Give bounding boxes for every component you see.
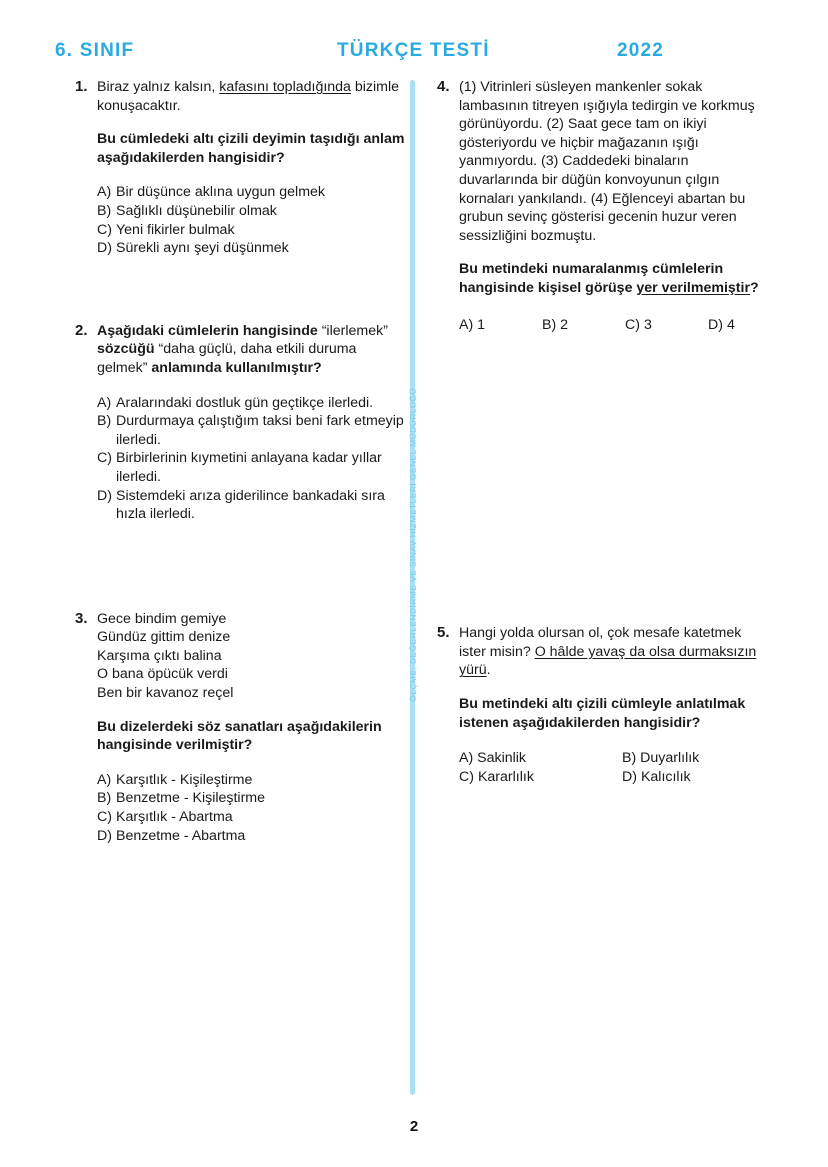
question-4-stem-post: ? xyxy=(749,279,759,296)
poem-line: Karşıma çıktı balina xyxy=(97,647,222,664)
option-label: Durdurmaya çalıştığım taksi beni fark etmeyip ilerledi. xyxy=(116,413,404,448)
question-3 xyxy=(75,610,409,846)
question-3-number: 3. xyxy=(75,609,88,627)
option-label: Sakinlik xyxy=(477,750,527,767)
question-1-option-b[interactable] xyxy=(97,202,409,221)
question-4-number: 4. xyxy=(437,78,450,95)
question-1-option-a[interactable] xyxy=(97,183,409,202)
question-3-option-d[interactable] xyxy=(97,827,409,846)
page-number: 2 xyxy=(409,1118,419,1135)
left-column xyxy=(75,78,409,845)
option-letter: B) xyxy=(622,750,637,767)
question-4-option-c[interactable] xyxy=(625,316,708,335)
option-label: Aralarındaki dostluk gün geçtikçe ilerledi. xyxy=(116,394,374,411)
question-1-intro-post: bizimle konuşacaktır. xyxy=(97,79,400,114)
question-5-number: 5. xyxy=(437,624,450,642)
question-5-option-d[interactable] xyxy=(622,768,785,787)
option-label: 2 xyxy=(560,316,569,333)
option-label: Yeni fikirler bulmak xyxy=(116,221,235,238)
option-letter: A) xyxy=(97,184,112,201)
option-letter: C) xyxy=(97,221,112,238)
option-label: Benzetme - Abartma xyxy=(116,827,246,844)
question-1-number: 1. xyxy=(75,78,88,95)
question-3-option-c[interactable] xyxy=(97,808,409,827)
option-label: Sürekli aynı şeyi düşünmek xyxy=(116,240,289,257)
right-column xyxy=(437,78,771,786)
header-test-title: TÜRKÇE TESTİ xyxy=(337,40,490,61)
poem-line: Ben bir kavanoz reçel xyxy=(97,685,234,702)
question-2-option-c[interactable] xyxy=(97,449,409,486)
question-2-option-d[interactable] xyxy=(97,487,409,524)
question-5-option-c[interactable] xyxy=(459,768,622,787)
option-letter: C) xyxy=(97,809,112,826)
option-letter: B) xyxy=(97,790,112,807)
question-3-option-a[interactable] xyxy=(97,771,409,790)
option-letter: C) xyxy=(625,316,640,333)
header-year: 2022 xyxy=(617,40,665,61)
question-1 xyxy=(75,78,409,258)
question-1-intro-underlined: kafasını topladığında xyxy=(219,79,351,95)
option-letter: D) xyxy=(708,316,723,333)
question-3-poem xyxy=(97,610,409,703)
question-1-intro xyxy=(97,78,409,115)
question-4 xyxy=(437,78,771,334)
question-5-intro-pre: Hangi yolda olursan ol, çok mesafe katetmek ister misin? xyxy=(459,625,742,660)
question-2-option-a[interactable] xyxy=(97,394,409,413)
question-5-option-a[interactable] xyxy=(459,749,622,768)
question-2-stem-quote2: “daha güçlü, daha etkili duruma gelmek” xyxy=(97,341,357,376)
question-5-option-b[interactable] xyxy=(622,749,785,768)
question-2-stem-part1: Aşağıdaki cümlelerin hangisinde xyxy=(97,322,322,339)
question-4-options xyxy=(459,316,771,335)
option-letter: C) xyxy=(97,450,112,467)
column-divider xyxy=(410,80,415,1095)
option-label: Kalıcılık xyxy=(640,768,691,785)
option-label: Karşıtlık - Abartma xyxy=(116,809,233,826)
question-4-option-a[interactable] xyxy=(459,316,542,335)
question-5-stem: Bu metindeki altı çizili cümleyle anlatılmak istenen aşağıdakilerden hangisidir? xyxy=(459,695,746,731)
option-letter: A) xyxy=(459,316,474,333)
question-1-option-d[interactable] xyxy=(97,239,409,258)
option-label: Kararlılık xyxy=(477,768,534,785)
question-4-stem-pre: Bu metindeki numaralanmış cümlelerin hangisinde kişisel görüşe xyxy=(459,261,724,296)
question-2 xyxy=(75,322,409,524)
option-letter: B) xyxy=(97,202,112,219)
poem-line: Gündüz gittim denize xyxy=(97,629,231,646)
question-2-stem-quote1: “ilerlemek” xyxy=(321,322,388,339)
question-5-intro-underlined: O hâlde yavaş da olsa durmaksızın yürü xyxy=(459,643,757,679)
option-letter: D) xyxy=(97,240,112,257)
option-label: 4 xyxy=(726,316,735,333)
question-5 xyxy=(437,624,771,786)
option-letter: A) xyxy=(97,394,112,411)
question-2-stem-part2: sözcüğü xyxy=(97,341,159,358)
question-2-number: 2. xyxy=(75,321,88,339)
option-label: 1 xyxy=(477,316,486,333)
option-letter: D) xyxy=(622,768,637,785)
poem-line: O bana öpücük verdi xyxy=(97,666,228,683)
option-label: Karşıtlık - Kişileştirme xyxy=(116,771,253,788)
option-label: Sistemdeki arıza giderilince bankadaki sıra hızla ilerledi. xyxy=(116,487,385,523)
question-1-intro-pre: Biraz yalnız kalsın, xyxy=(97,79,220,95)
option-letter: B) xyxy=(542,316,557,333)
question-1-option-c[interactable] xyxy=(97,221,409,240)
option-letter: C) xyxy=(459,768,474,785)
question-4-passage: (1) Vitrinleri süsleyen mankenler sokak lambasının titreyen ışığıyla tedirgin ve korkmuş görünüyordu. (2) Saat gece tam on ikiyi gösteriyordu ve hiçbir mağazanın ışığı yanmıyordu. (3) Caddedeki binaların duvarlarında bir düğün konvoyunun çılgın kornaları yankılandı. (4) Eğlenceyi abartan bu grubun sevinç gösterisi gecenin huzur veren sessizliğini bozmuştu. xyxy=(459,79,755,244)
question-4-option-b[interactable] xyxy=(542,316,625,335)
poem-line: Gece bindim gemiye xyxy=(97,610,227,627)
question-5-intro-post: . xyxy=(486,662,491,679)
question-4-stem-underlined: yer verilmemiştir xyxy=(636,279,750,296)
option-label: Bir düşünce aklına uygun gelmek xyxy=(116,184,325,201)
option-letter: D) xyxy=(97,487,112,504)
question-4-stem xyxy=(459,260,771,297)
question-2-option-b[interactable] xyxy=(97,412,409,449)
question-2-options xyxy=(97,394,409,524)
option-label: Birbirlerinin kıymetini anlayana kadar yıllar ilerledi. xyxy=(116,450,382,485)
option-letter: A) xyxy=(97,771,112,788)
question-4-option-d[interactable] xyxy=(708,316,791,335)
question-5-intro xyxy=(459,624,771,680)
option-letter: A) xyxy=(459,750,474,767)
option-label: Duyarlılık xyxy=(640,750,700,767)
question-3-stem: Bu dizelerdeki söz sanatları aşağıdakilerin hangisinde verilmiştir? xyxy=(97,718,382,754)
option-letter: B) xyxy=(97,413,112,430)
option-label: Sağlıklı düşünebilir olmak xyxy=(116,202,277,219)
page-header xyxy=(55,40,775,70)
question-1-options xyxy=(97,183,409,257)
option-letter: D) xyxy=(97,827,112,844)
question-2-stem-part3: anlamında kullanılmıştır? xyxy=(147,359,322,376)
question-3-options xyxy=(97,771,409,845)
option-label: Benzetme - Kişileştirme xyxy=(116,790,266,807)
vertical-agency-label-text: ÖLÇME, DEĞERLENDİRME VE SINAV HİZMETLERİ GENEL MÜDÜRLÜĞÜ xyxy=(408,388,418,702)
question-5-options xyxy=(459,749,771,786)
question-1-stem: Bu cümledeki altı çizili deyimin taşıdığı anlam aşağıdakilerden hangisidir? xyxy=(97,131,405,166)
header-grade: 6. SINIF xyxy=(55,40,135,61)
question-3-option-b[interactable] xyxy=(97,789,409,808)
question-2-stem xyxy=(97,322,409,378)
option-label: 3 xyxy=(643,316,652,333)
